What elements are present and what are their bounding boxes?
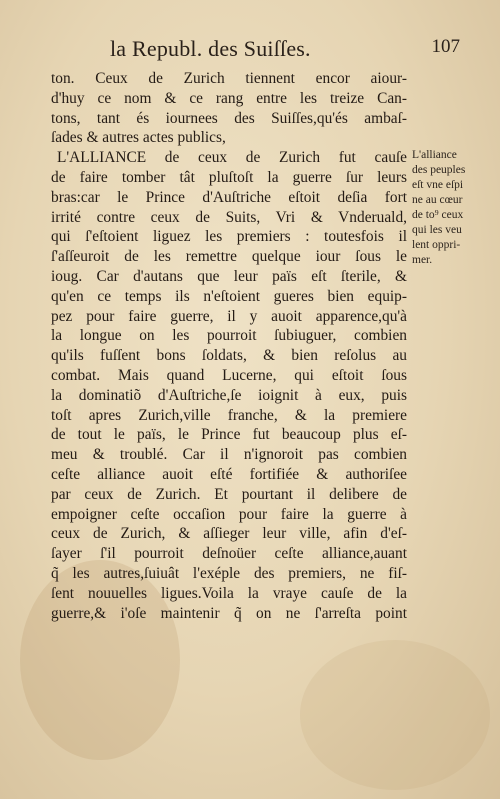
- page-stain: [300, 640, 490, 790]
- text-line: ſayer ſ'il pourroit deſnoüer ceſte alliance,auant: [51, 545, 407, 563]
- text-line: combat. Mais quand Lucerne, qui eſtoit ſous: [51, 366, 407, 384]
- text-line: meu & troublé. Car il n'ignoroit pas combien: [51, 446, 407, 464]
- running-title: la Republ. des Suiſſes.: [110, 36, 311, 61]
- margin-note-line: de to⁹ ceux: [412, 209, 464, 221]
- margin-note-line: mer.: [412, 254, 433, 266]
- text-line: ioug. Car d'autans que leur païs eſt ſterile, &: [51, 267, 407, 285]
- text-line: ſades & autres actes publics,: [51, 129, 226, 147]
- text-line: pez pour faire guerre, il y auoit apparence,qu'à: [51, 307, 407, 325]
- text-line: ton. Ceux de Zurich tiennent encor aiour-: [51, 70, 407, 87]
- text-line: par ceux de Zurich. Et pourtant il delibere de: [51, 485, 407, 503]
- text-line: la longue on les pourroit ſubiuguer, combien: [51, 327, 407, 345]
- margin-note: [412, 148, 492, 268]
- text-line: d'huy ce nom & ce rang entre les treize Can-: [51, 89, 407, 107]
- margin-note-line: lent oppri-: [412, 239, 461, 251]
- text-line: qui ſ'eſtoient liguez les premiers : toutesfois il: [51, 228, 407, 246]
- text-line: qu'ils fuſſent bons ſoldats, & bien reſolus au: [51, 347, 407, 365]
- text-line: de faire tomber tât pluſtoſt la guerre ſur leurs: [51, 168, 407, 186]
- text-line: tons, tant és iournees des Suiſſes,qu'és ambaſ-: [51, 109, 407, 127]
- text-line: ceſte alliance auoit eſté fortifiée & authoriſee: [51, 465, 407, 483]
- text-line: bras:car le Prince d'Auſtriche eſtoit deſia fort: [51, 188, 407, 206]
- margin-note-line: eſt vne eſpi: [412, 179, 464, 191]
- text-line: q̃ les autres,ſuiuât l'exéple des premiers, ne fiſ-: [51, 564, 407, 582]
- text-line: ſent nouuelles ligues.Voila la vraye cauſe de la: [51, 584, 407, 602]
- margin-note-line: qui les veu: [412, 224, 462, 236]
- page-number: 107: [431, 36, 460, 57]
- text-line: irrité contre ceux de Suits, Vri & Vnderuald,: [51, 208, 407, 226]
- text-line: toſt apres Zurich,ville franche, & la premiere: [51, 406, 407, 424]
- text-line: empoigner ceſte occaſion pour faire la guerre à: [51, 505, 407, 523]
- margin-note-line: des peuples: [412, 164, 466, 176]
- text-line: ſ'aſſeuroit de les remettre quelque iour ſous le: [51, 248, 407, 266]
- running-head: [70, 36, 460, 66]
- body-text: [51, 69, 407, 623]
- text-line: de tout le païs, le Prince fut beaucoup plus eſ-: [51, 426, 407, 444]
- text-line: guerre,& i'oſe maintenir q̃ on ne ſ'arreſta point: [51, 604, 407, 622]
- text-line: qu'en ce temps ils n'eſtoient gueres bien equip-: [51, 287, 407, 305]
- text-line: ceux de Zurich, & aſſieger leur ville, afin d'eſ-: [51, 525, 407, 543]
- text-line: la dominatiõ d'Auſtriche,ſe ioignit à eux, puis: [51, 386, 407, 404]
- margin-note-line: ne au cœur: [412, 194, 463, 206]
- margin-note-line: L'alliance: [412, 149, 457, 161]
- text-line: L'ALLIANCE de ceux de Zurich fut cauſe: [57, 149, 407, 167]
